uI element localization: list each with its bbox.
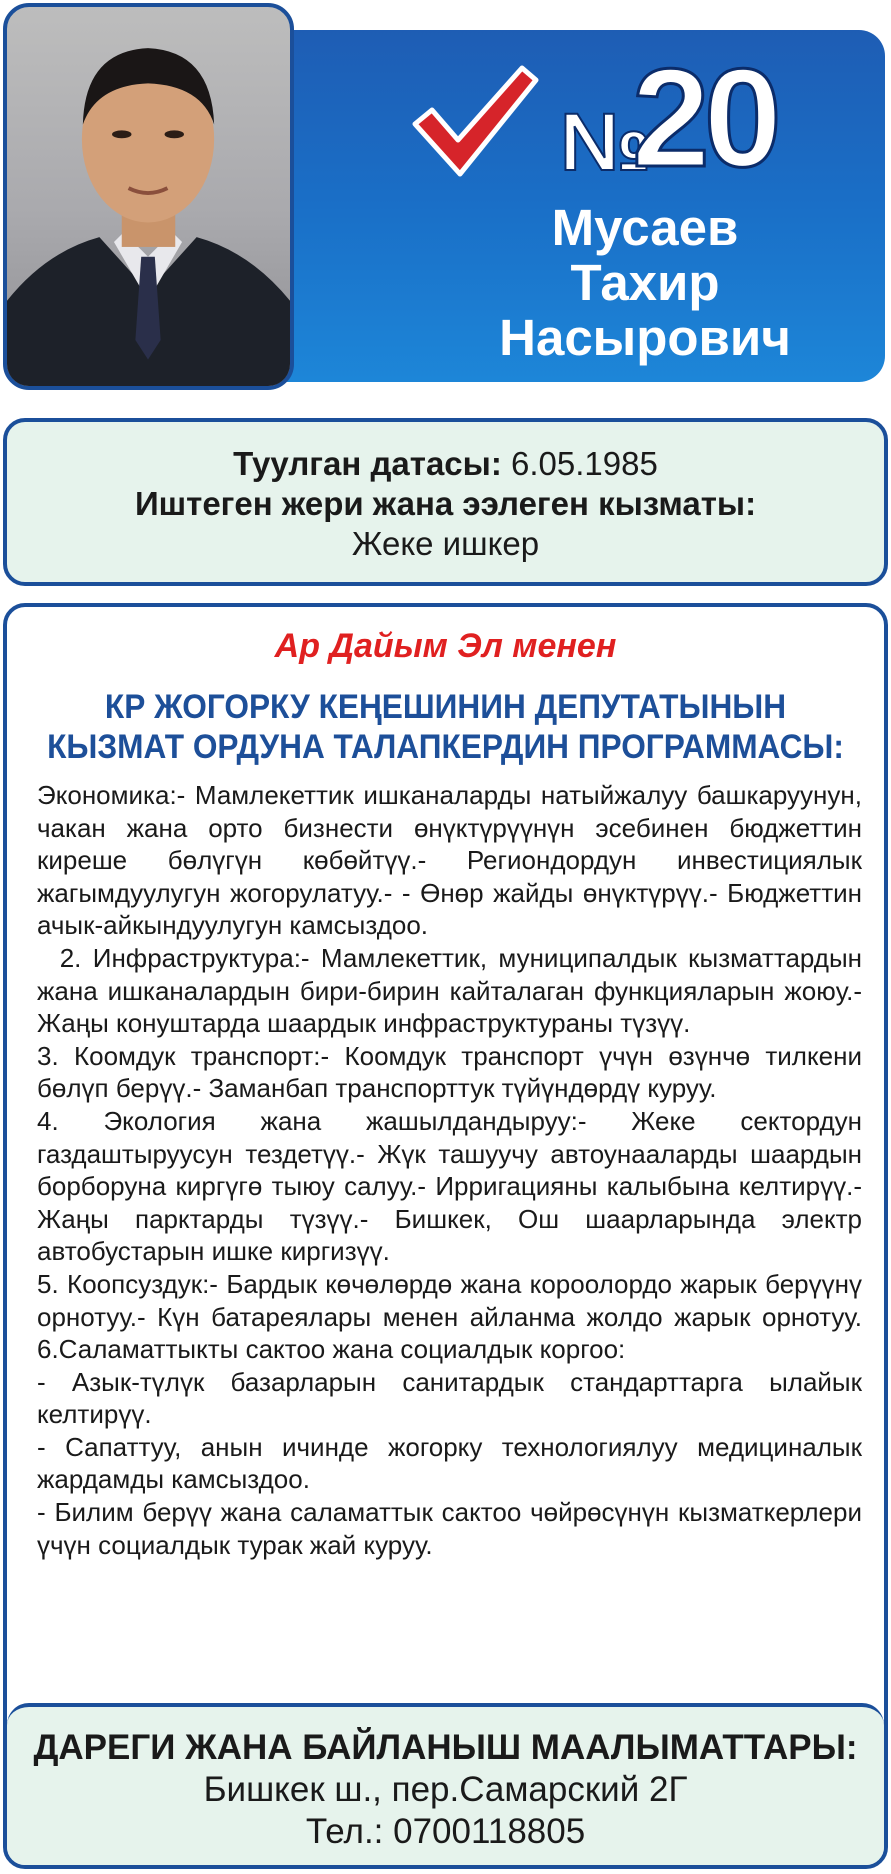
candidate-first-name: Тахир <box>570 254 720 311</box>
program-paragraph: - Азык-түлүк базарларын санитардык стандарттарга ылайык келтирүү. <box>37 1366 862 1430</box>
program-paragraph: 4. Экология жана жашылдандыруу:- Жеке сектордун газдаштыруусун тездетүү.- Жүк ташуучу автоунааларды шаардын борборуна киргүгө тыюу салуу.- Ирригацияны калыбына келтирүү.- Жаңы парктарды түзүү.- Бишкек, Ош шаарларында электр автобустарын ишке киргизүү. <box>37 1105 862 1267</box>
candidate-name <box>400 200 890 365</box>
program-title <box>38 687 854 767</box>
contacts-address: Бишкек ш., пер.Самарский 2Г <box>203 1770 688 1809</box>
program-title-line-2: КЫЗМАТ ОРДУНА ТАЛАПКЕРДИН ПРОГРАММАСЫ: <box>47 728 844 766</box>
program-title-line-1: КР ЖОГОРКУ КЕҢЕШИНИН ДЕПУТАТЫНЫН <box>104 688 787 726</box>
candidate-photo <box>3 3 294 390</box>
program-paragraph: 3. Коомдук транспорт:- Коомдук транспорт үчүн өзүнчө тилкени бөлүп берүү.- Заманбап транспорттук түйүндөрдү куруу. <box>37 1040 862 1104</box>
work-value: Жеке ишкер <box>351 525 540 562</box>
contacts-panel <box>7 1703 884 1865</box>
program-panel <box>3 603 888 1869</box>
candidate-patronymic: Насырович <box>499 309 791 366</box>
contacts-phone: Тел.: 0700118805 <box>305 1812 586 1851</box>
contacts-title: ДАРЕГИ ЖАНА БАЙЛАНЫШ МААЛЫМАТТАРЫ: <box>33 1728 858 1767</box>
program-paragraph: Экономика:- Мамлекеттик ишканаларды натыйжалуу башкаруунун, чакан жана орто бизнести өнүктүрүүнүн эсебинен бюджеттин киреше бөлүгүн көбөйтүү.- Региондордун инвестициялык жагымдуулугун жогорулатуу.- - Өнөр жайды өнүктүрүү.- Бюджеттин ачык-айкындуулугун камсыздоо. <box>37 780 862 941</box>
program-paragraph: 2. Инфраструктура:- Мамлекеттик, муниципалдык кызматтардын жана ишканалардын бири-бирин кайталаган функцияларын жоюу.- Жаңы конуштарда шаардык инфраструктураны түзүү. <box>37 942 870 1039</box>
checkmark-icon <box>410 62 540 182</box>
candidate-number: 20 <box>632 39 776 196</box>
candidate-surname: Мусаев <box>551 199 739 256</box>
birth-date-row <box>7 444 884 484</box>
birth-date-value: 6.05.1985 <box>511 445 658 482</box>
program-paragraph: - Билим берүү жана саламаттык сактоо чөйрөсүнүн кызматкерлери үчүн социалдык турак жай куруу. <box>37 1497 862 1560</box>
birth-date-label: Туулган датасы: <box>233 445 502 482</box>
info-panel <box>3 418 888 586</box>
program-paragraph: - Сапаттуу, анын ичинде жогорку технологиялуу медициналык жардамды камсыздоо. <box>37 1431 862 1495</box>
number-sign: № <box>560 97 649 188</box>
program-paragraph: 5. Коопсуздук:- Бардык көчөлөрдө жана короолордо жарык берүүнү орнотуу.- Күн батареялары менен айланма жолдо жарык орнотуу. 6.Саламаттыкты сактоо жана социалдык коргоо: <box>37 1268 862 1365</box>
person-portrait <box>7 7 290 386</box>
slogan: Ар Дайым Эл менен <box>274 627 617 665</box>
program-text <box>37 779 870 1561</box>
work-label: Иштеген жери жана ээлеген кызматы: <box>134 485 757 522</box>
candidate-header <box>0 0 891 395</box>
